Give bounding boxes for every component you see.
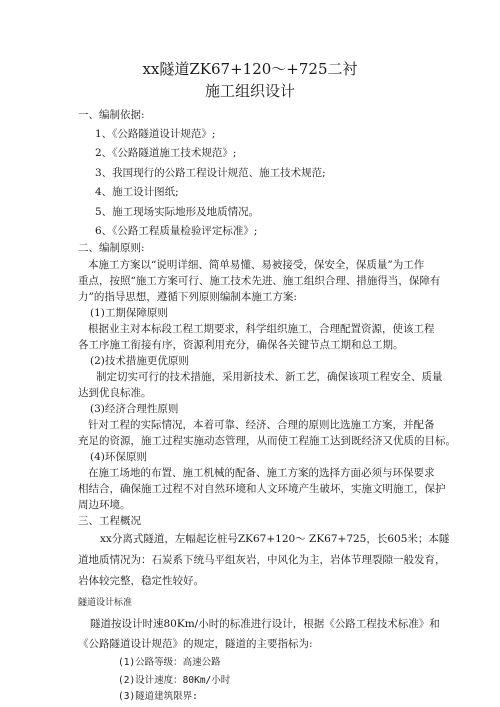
section3-heading: 三、工程概况 <box>78 515 141 527</box>
standards-heading: 隧道设计标准 <box>78 598 133 608</box>
principles-intro-line: 力”的指导思想，遵循下列原则编制本施工方案: <box>78 291 297 303</box>
principle-3-line: 针对工程的实际情况，本着可靠、经济、合理的原则比选施工方案，并配备 <box>88 419 435 431</box>
principle-4-line: 在施工场地的布置、施工机械的配备、施工方案的选择方面必须与环保要求 <box>88 467 435 479</box>
principle-1-line: 各工序施工衔接有序，资源利用充分，确保各关键节点工期和总工期。 <box>78 339 404 351</box>
standard-design-speed: (2)设计速度：80Km/小时 <box>118 675 231 686</box>
principle-3-line: 充足的资源，施工过程实施动态管理，从而使工程施工达到既经济又优质的目标。 <box>78 435 456 447</box>
section1-heading: 一、编制依据: <box>78 109 145 121</box>
basis-item-6: 6、《公路工程质量检验评定标准》; <box>95 225 258 237</box>
overview-line: 道地质情况为：石炭系下统马平组灰岩，中风化为主，岩体节理裂隙一般发育， <box>78 554 446 566</box>
document-title: xx隧道ZK67+120～+725二衬 <box>142 60 358 78</box>
principles-intro-line: 重点，按照“施工方案可行、施工技术先进、施工组织合理、措施得当，保障有 <box>78 275 441 287</box>
principles-intro-line: 本施工方案以“说明详细、简单易懂、易被接受，保安全，保质量”为工作 <box>88 259 425 271</box>
standards-intro-line: 隧道按设计时速80Km/小时的标准进行设计，根据《公路工程技术标准》和 <box>90 618 440 630</box>
document-subtitle: 施工组织设计 <box>204 82 295 100</box>
principle-4-line: 周边环境。 <box>78 499 131 511</box>
overview-line: 岩体较完整，稳定性较好。 <box>78 575 204 587</box>
principle-1-heading: (1)工期保障原则 <box>90 307 168 319</box>
principle-3-heading: (3)经济合理性原则 <box>90 403 179 415</box>
basis-item-4: 4、施工设计图纸; <box>95 186 179 198</box>
standard-highway-grade: (1)公路等级：高速公路 <box>118 657 221 668</box>
basis-item-2: 2、《公路隧道施工技术规范》; <box>95 147 237 159</box>
principle-2-line: 制定切实可行的技术措施，采用新技术、新工艺，确保该项工程安全、质量 <box>96 371 443 383</box>
basis-item-3: 3、我国现行的公路工程设计规范、施工技术规范; <box>95 167 326 179</box>
principle-2-heading: (2)技术措施更优原则 <box>90 355 189 367</box>
basis-item-5: 5、施工现场实际地形及地质情况。 <box>95 206 260 218</box>
principle-4-heading: (4)环保原则 <box>90 451 147 463</box>
overview-line: xx分离式隧道，左幅起讫桩号ZK67+120～ ZK67+725，长605米；本隧 <box>100 533 450 545</box>
section2-heading: 二、编制原则: <box>78 242 145 254</box>
standards-intro-line: 《公路隧道设计规范》的规定，隧道的主要指标为: <box>78 638 313 650</box>
principle-4-line: 相结合，确保施工过程不对自然环境和人文环境产生破坏，实施文明施工，保护 <box>78 483 446 495</box>
basis-item-1: 1、《公路隧道设计规范》; <box>95 128 216 140</box>
principle-1-line: 根据业主对本标段工程工期要求，科学组织施工，合理配置资源，使该工程 <box>88 323 435 335</box>
principle-2-line: 达到优良标准。 <box>78 387 152 399</box>
standard-clearance-heading: (3)隧道建筑限界: <box>118 691 198 702</box>
